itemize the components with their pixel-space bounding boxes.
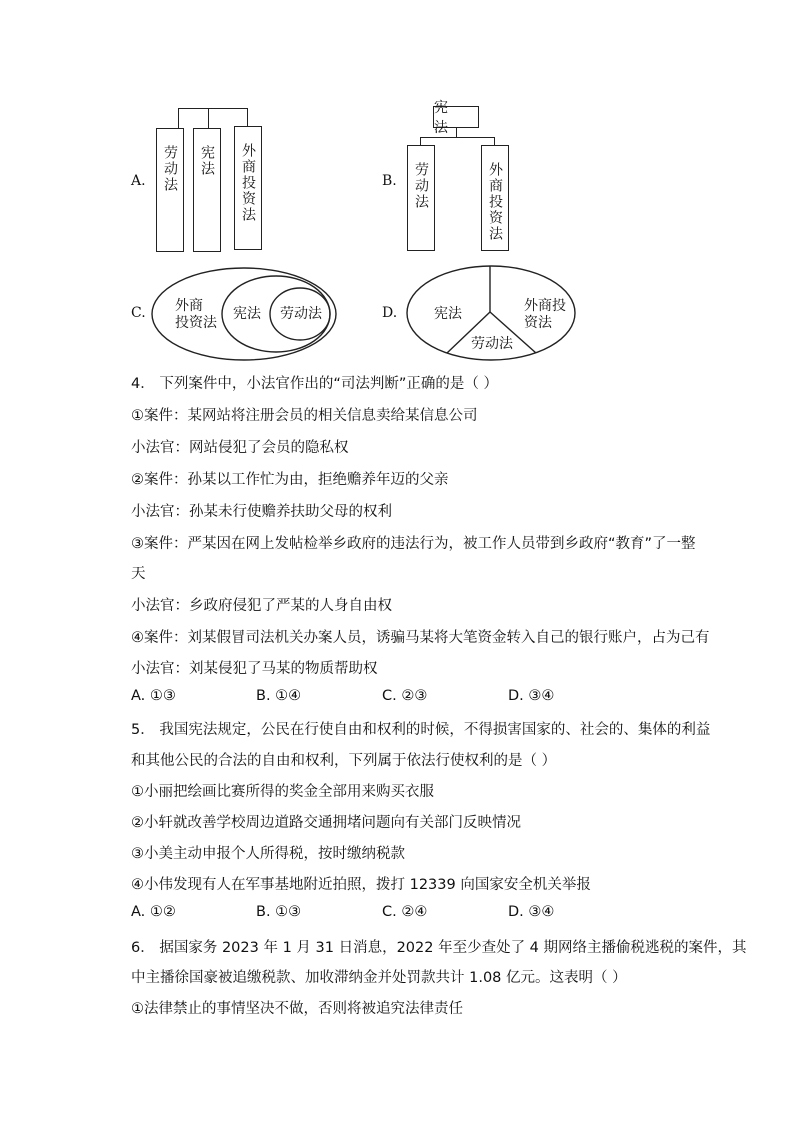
label-foreign-2: 资法	[524, 315, 552, 331]
q4-option-a[interactable]: A. ①③	[131, 688, 176, 704]
q4-option-b[interactable]: B. ①④	[256, 688, 302, 704]
q4-case-1: ①案件：某网站将注册会员的相关信息卖给某信息公司	[131, 408, 478, 424]
label-labor-law: 劳动法	[280, 306, 322, 322]
q6-stem-line-2: 中主播徐国豪被追缴税款、加收滞纳金并处罚款共计 1.08 亿元。这表明（ ）	[131, 970, 627, 986]
box-constitution: 宪法	[193, 128, 221, 252]
q4-option-d[interactable]: D. ③④	[508, 688, 555, 704]
q5-item-3: ③小美主动申报个人所得税，按时缴纳税款	[131, 846, 405, 862]
q4-stem: 4． 下列案件中，小法官作出的“司法判断”正确的是（ ）	[131, 376, 498, 392]
box-labor-law: 劳动法	[407, 145, 435, 251]
q4-case-3: ③案件：严某因在网上发帖检举乡政府的违法行为，被工作人员带到乡政府“教育”了一整	[131, 536, 696, 552]
option-b-label: B.	[382, 173, 397, 189]
q5-item-2: ②小轩就改善学校周边道路交通拥堵问题向有关部门反映情况	[131, 815, 521, 831]
q5-option-d[interactable]: D. ③④	[508, 904, 555, 920]
option-a-label: A.	[131, 173, 146, 189]
q4-case-4: ④案件：刘某假冒司法机关办案人员，诱骗马某将大笔资金转入自己的银行账户，占为己有	[131, 630, 710, 646]
label-foreign-2: 投资法	[175, 315, 217, 331]
q5-option-b[interactable]: B. ①③	[256, 904, 302, 920]
q4-case-2: ②案件：孙某以工作忙为由，拒绝赡养年迈的父亲	[131, 472, 449, 488]
q4-option-c[interactable]: C. ②③	[382, 688, 428, 704]
q4-options	[131, 688, 651, 708]
label-labor-law: 劳动法	[471, 336, 513, 352]
q4-judgment-3: 小法官：乡政府侵犯了严某的人身自由权	[131, 598, 392, 614]
label-constitution: 宪法	[434, 306, 462, 322]
label-foreign-1: 外商投	[524, 298, 566, 314]
option-d-label: D.	[382, 305, 398, 321]
q4-judgment-4: 小法官：刘某侵犯了马某的物质帮助权	[131, 661, 378, 677]
box-constitution: 宪 法	[433, 106, 479, 128]
q5-stem-line-2: 和其他公民的合法的自由和权利，下列属于依法行使权利的是（ ）	[131, 753, 557, 769]
diagram-d	[0, 0, 794, 380]
label-constitution: 宪法	[233, 306, 261, 322]
q5-option-c[interactable]: C. ②④	[382, 904, 428, 920]
option-c-label: C.	[131, 305, 146, 321]
box-foreign-investment-law: 外商投资法	[481, 145, 509, 251]
box-labor-law: 劳动法	[156, 128, 184, 252]
q5-item-1: ①小丽把绘画比赛所得的奖金全部用来购买衣服	[131, 784, 434, 800]
q4-judgment-1: 小法官：网站侵犯了会员的隐私权	[131, 440, 349, 456]
q6-item-1: ①法律禁止的事情坚决不做，否则将被追究法律责任	[131, 1001, 463, 1017]
label-foreign-1: 外商	[175, 298, 203, 314]
box-foreign-investment-law: 外商投资法	[234, 126, 262, 250]
q4-case-3-cont: 天	[131, 566, 146, 582]
q5-stem-line-1: 5． 我国宪法规定，公民在行使自由和权利的时候，不得损害国家的、社会的、集体的利益	[131, 722, 711, 738]
q6-stem-line-1: 6． 据国家务 2023 年 1 月 31 日消息，2022 年至少查处了 4 期网络主播偷税逃税的案件，其	[131, 940, 747, 956]
q4-judgment-2: 小法官：孙某未行使赡养扶助父母的权利	[131, 504, 392, 520]
q5-options	[131, 904, 651, 924]
q5-item-4: ④小伟发现有人在军事基地附近拍照，拨打 12339 向国家安全机关举报	[131, 877, 591, 893]
q5-option-a[interactable]: A. ①②	[131, 904, 176, 920]
